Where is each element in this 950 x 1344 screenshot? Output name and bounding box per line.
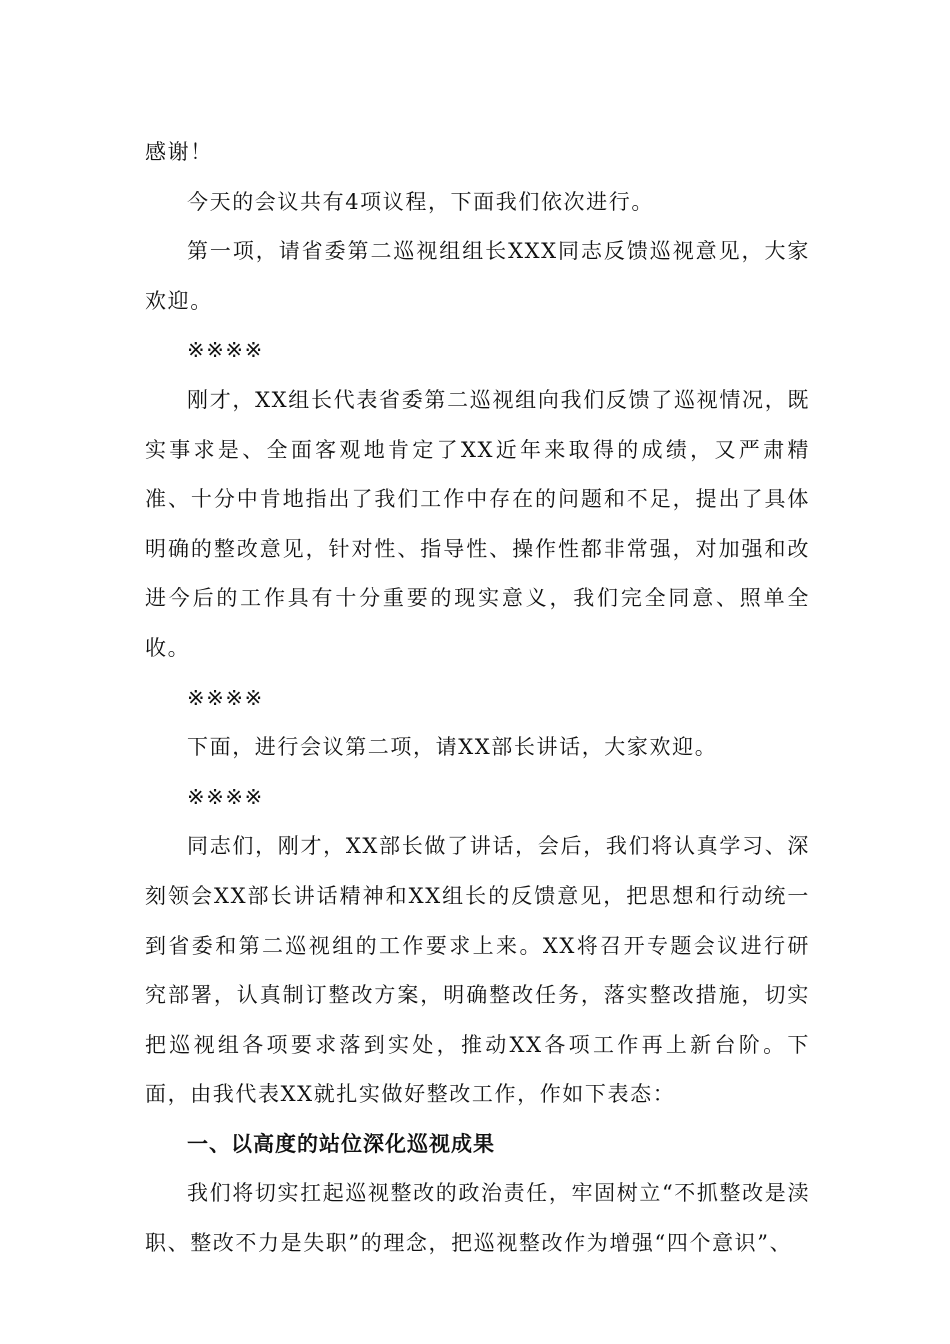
paragraph-item-two: 下面，进行会议第二项，请XX部长讲话，大家欢迎。 xyxy=(187,735,718,760)
paragraph-section-one: 我们将切实扛起巡视整改的政治责任，牢固树立“不抓整改是渎职、整改不力是失职”的理念，把巡视整改作为增强“四个意识”、 xyxy=(145,1181,810,1256)
paragraph-agenda-intro: 今天的会议共有4项议程，下面我们依次进行。 xyxy=(187,189,654,214)
paragraph-closing-remarks: 同志们，刚才，XX部长做了讲话，会后，我们将认真学习、深刻领会XX部长讲话精神和XX组长的反馈意见，把思想和行动统一到省委和第二巡视组的工作要求上来。XX将召开专题会议进行研究部署，认真制订整改方案，明确整改任务，落实整改措施，切实把巡视组各项要求落到实处，推动XX各项工作再上新台阶。下面，由我代表XX就扎实做好整改工作，作如下表态： xyxy=(145,834,810,1107)
paragraph-feedback-response: 刚才，XX组长代表省委第二巡视组向我们反馈了巡视情况，既实事求是、全面客观地肯定了XX近年来取得的成绩，又严肃精准、十分中肯地指出了我们工作中存在的问题和不足，提出了具体明确的整改意见，针对性、指导性、操作性都非常强，对加强和改进今后的工作具有十分重要的现实意义，我们完全同意、照单全收。 xyxy=(145,387,810,660)
paragraph-thanks: 感谢！ xyxy=(145,140,213,164)
separator-marks: ※※※※ xyxy=(187,338,264,363)
document-body xyxy=(145,128,810,1269)
separator-marks: ※※※※ xyxy=(187,685,264,710)
paragraph-item-one: 第一项，请省委第二巡视组组长XXX同志反馈巡视意见，大家欢迎。 xyxy=(145,239,810,313)
separator-marks: ※※※※ xyxy=(187,784,264,809)
section-heading: 一、以高度的站位深化巡视成果 xyxy=(187,1131,495,1156)
